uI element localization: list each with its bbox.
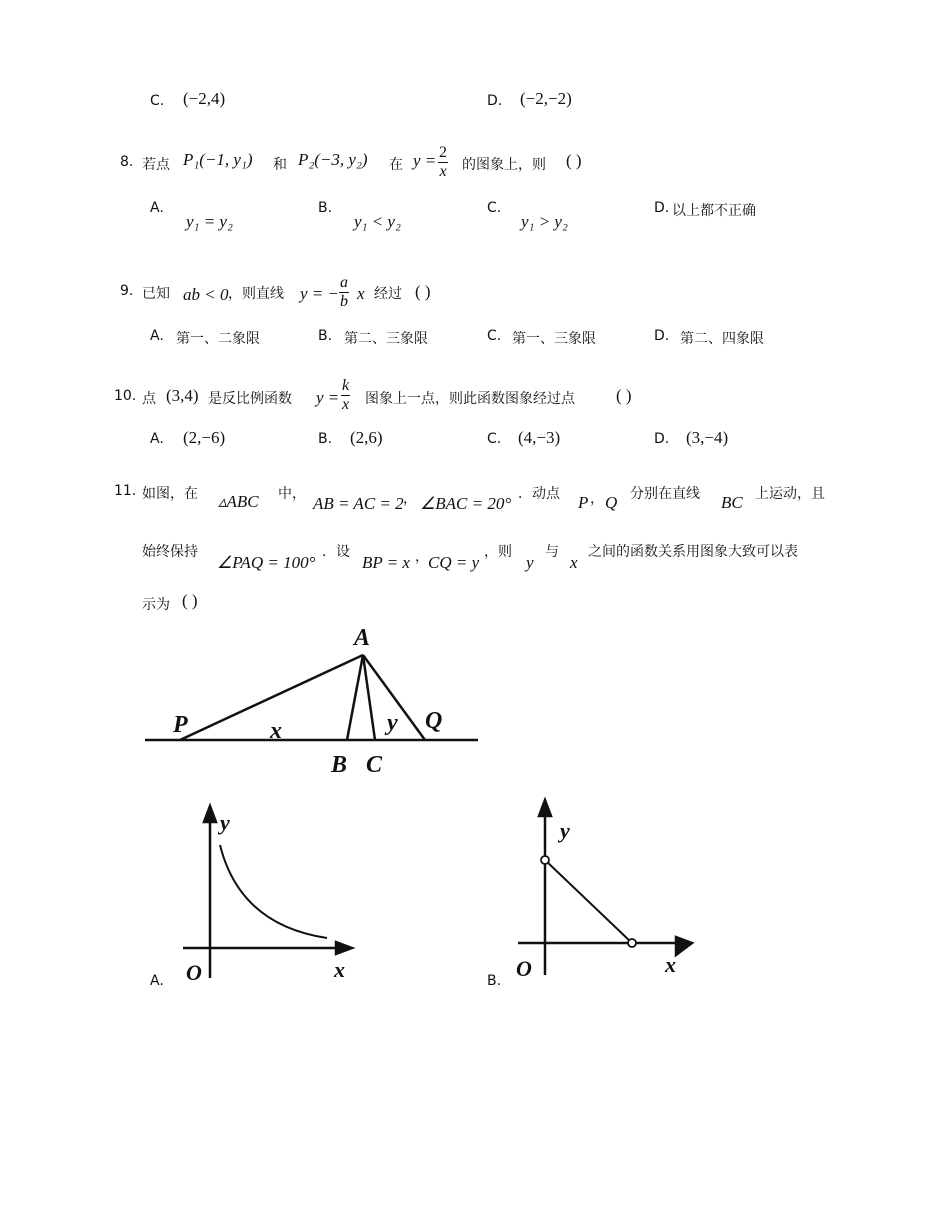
question-text: 与 <box>545 544 559 560</box>
question-text: ．动点 <box>518 486 560 502</box>
math-expression: ▵ABC <box>218 492 259 511</box>
math-expression: P₁(−1, y₁) <box>183 150 253 169</box>
fraction-denominator: x <box>439 163 447 180</box>
option-d-value: (3,−4) <box>686 428 729 447</box>
option-d-label: D. <box>654 200 670 216</box>
question-text: 已知 <box>142 286 170 302</box>
option-a-value: 第一、二象限 <box>176 331 260 347</box>
graph-b-option-label: B. <box>487 973 502 989</box>
question-text: 之间的函数关系用图象大致可以表 <box>588 544 798 560</box>
option-c-label: C. <box>487 200 502 216</box>
question-text: 是反比例函数 <box>208 391 292 407</box>
question-text: 分别在直线 <box>630 486 700 502</box>
math-expression: BP = x <box>362 553 410 572</box>
question-text: ．设 <box>322 544 350 560</box>
label-P: P <box>173 712 188 738</box>
question-text: ，则直线 <box>228 286 284 302</box>
option-a-value: (2,−6) <box>183 428 226 447</box>
option-d-label: D. <box>654 328 670 344</box>
option-c-label: C. <box>487 328 502 344</box>
question-number: 11. <box>114 483 137 499</box>
graph-b-x-label: x <box>665 952 676 977</box>
question-text: 图象上一点，则此函数图象经过点 <box>365 391 575 407</box>
question-text: 点 <box>142 391 156 407</box>
answer-blank: ( ) <box>566 151 582 170</box>
fraction-denominator: b <box>340 293 348 310</box>
math-expression: y <box>526 553 534 572</box>
option-d-value: 以上都不正确 <box>672 203 756 219</box>
answer-blank: ( ) <box>616 386 632 405</box>
graph-a-origin-label: O <box>186 960 202 985</box>
math-expression: P <box>578 493 589 512</box>
question-text: 上运动，且 <box>755 486 825 502</box>
fraction-denominator: x <box>342 396 350 413</box>
q7-option-c-label: C. <box>150 93 165 109</box>
math-expression: (3,4) <box>166 386 199 405</box>
question-text: 若点 <box>142 157 170 173</box>
math-expression: ∠BAC = 20° <box>420 494 512 513</box>
math-expression: x <box>570 553 578 572</box>
option-a-label: A. <box>150 431 164 447</box>
option-d-value: 第二、四象限 <box>680 331 764 347</box>
math-expression: Q <box>605 493 618 512</box>
option-b-value: y₁ < y₂ <box>354 212 401 231</box>
math-expression: x <box>357 284 365 303</box>
answer-blank: ( ) <box>415 282 431 301</box>
question-text: ， <box>415 549 429 565</box>
label-C: C <box>366 752 383 778</box>
graph-a-x-label: x <box>334 957 345 982</box>
option-a-label: A. <box>150 200 164 216</box>
question-number: 9. <box>120 283 134 299</box>
option-c-value: y₁ > y₂ <box>521 212 568 231</box>
label-A: A <box>354 625 371 651</box>
question-number: 8. <box>120 154 134 170</box>
option-a-value: y₁ = y₂ <box>186 212 233 231</box>
label-B: B <box>331 752 348 778</box>
question-text: 经过 <box>374 286 402 302</box>
fraction-numerator: k <box>342 377 350 394</box>
q7-option-c-value: (−2,4) <box>183 89 226 108</box>
question-number: 10. <box>114 388 137 404</box>
math-expression: AB = AC = 2 <box>313 494 404 513</box>
question-text: ， <box>590 491 604 507</box>
option-c-label: C. <box>487 431 502 447</box>
option-c-value: (4,−3) <box>518 428 561 447</box>
option-c-value: 第一、三象限 <box>512 331 596 347</box>
question-text: ，则 <box>484 544 512 560</box>
question-text: 的图象上，则 <box>462 157 546 173</box>
math-expression: CQ = y <box>428 553 480 572</box>
question-text: ， <box>403 491 417 507</box>
option-b-label: B. <box>318 200 333 216</box>
option-b-label: B. <box>318 431 333 447</box>
question-text: 和 <box>273 157 287 173</box>
graph-a-option-label: A. <box>150 973 164 989</box>
option-b-value: 第二、三象限 <box>344 331 428 347</box>
graph-b-y-label: y <box>560 818 570 843</box>
question-text: 在 <box>389 157 403 173</box>
fraction-numerator: 2 <box>439 144 447 161</box>
graph-a-y-label: y <box>220 810 230 835</box>
math-expression: ∠PAQ = 100° <box>217 553 316 572</box>
math-expression: ab < 0 <box>183 285 229 304</box>
option-d-label: D. <box>654 431 670 447</box>
question-text: 示为 <box>142 597 170 613</box>
graph-a <box>183 806 352 978</box>
question-text: 中， <box>278 486 306 502</box>
math-expression: y = − <box>300 284 339 303</box>
fraction-numerator: a <box>340 274 348 291</box>
math-expression: BC <box>721 493 743 512</box>
question-text: 始终保持 <box>142 544 198 560</box>
graph-b-origin-label: O <box>516 956 532 981</box>
q7-option-d-label: D. <box>487 93 503 109</box>
answer-blank: ( ) <box>182 591 198 610</box>
question-text: 如图，在 <box>142 486 198 502</box>
math-expression: y = <box>413 151 437 170</box>
label-x: x <box>270 718 282 744</box>
option-a-label: A. <box>150 328 164 344</box>
option-b-label: B. <box>318 328 333 344</box>
math-expression: y = <box>316 388 340 407</box>
math-expression: P₂(−3, y₂) <box>298 150 368 169</box>
label-Q: Q <box>425 708 443 734</box>
label-y: y <box>387 710 398 736</box>
option-b-value: (2,6) <box>350 428 383 447</box>
graph-b <box>518 800 692 975</box>
q7-option-d-value: (−2,−2) <box>520 89 572 108</box>
